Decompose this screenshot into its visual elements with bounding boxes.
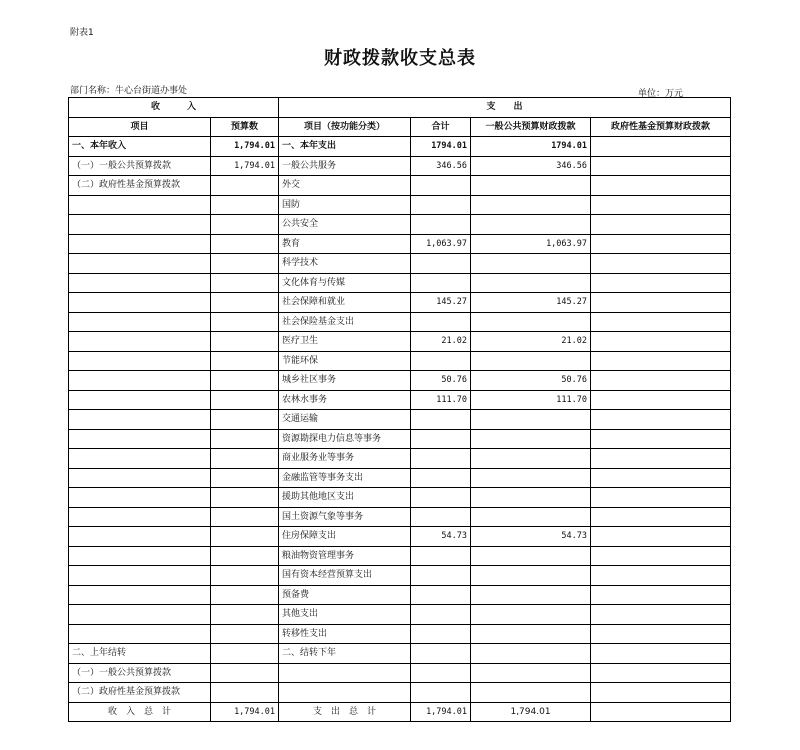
expense-general-cell: 21.02 — [471, 332, 591, 352]
expense-total-cell — [411, 410, 471, 430]
expense-item-cell — [279, 663, 411, 683]
expense-total-cell — [411, 351, 471, 371]
table-row — [69, 566, 731, 586]
expense-total-cell — [411, 254, 471, 274]
expense-item-cell: 其他支出 — [279, 605, 411, 625]
expense-fund-cell — [591, 234, 731, 254]
income-item-cell — [69, 605, 211, 625]
expense-item-cell: 城乡社区事务 — [279, 371, 411, 391]
income-amount-cell — [211, 663, 279, 683]
expense-general-cell: 346.56 — [471, 156, 591, 176]
income-amount-cell — [211, 546, 279, 566]
attachment-note: 附表1 — [70, 28, 94, 38]
col-fund: 政府性基金预算财政拨款 — [591, 117, 731, 137]
expense-item-cell: 文化体育与传媒 — [279, 273, 411, 293]
expense-fund-cell — [591, 371, 731, 391]
expense-general-cell — [471, 546, 591, 566]
expense-item-cell: 社会保障和就业 — [279, 293, 411, 313]
table-row — [69, 195, 731, 215]
income-item-cell — [69, 390, 211, 410]
expense-general-cell — [471, 254, 591, 274]
expense-item-cell: 资源勘探电力信息等事务 — [279, 429, 411, 449]
income-amount-cell — [211, 371, 279, 391]
expense-total-cell — [411, 605, 471, 625]
income-item-cell — [69, 332, 211, 352]
expense-total-cell — [411, 468, 471, 488]
expense-total-cell — [411, 566, 471, 586]
expense-item-cell: 援助其他地区支出 — [279, 488, 411, 508]
income-amount-cell — [211, 312, 279, 332]
income-amount-cell — [211, 332, 279, 352]
table-row — [69, 429, 731, 449]
income-item-cell — [69, 273, 211, 293]
expense-general-cell — [471, 585, 591, 605]
expense-item-cell: 医疗卫生 — [279, 332, 411, 352]
income-item-cell — [69, 566, 211, 586]
expense-general-cell — [471, 566, 591, 586]
expense-general-cell — [471, 605, 591, 625]
table-row — [69, 527, 731, 547]
income-item-cell: 一、本年收入 — [69, 137, 211, 157]
expense-fund-cell — [591, 566, 731, 586]
expense-item-cell: 金融监管等事务支出 — [279, 468, 411, 488]
expense-general-cell — [471, 410, 591, 430]
income-amount-cell — [211, 195, 279, 215]
income-total-amount: 1,794.01 — [211, 702, 279, 722]
expense-total-cell: 1794.01 — [411, 137, 471, 157]
expense-general-cell: 54.73 — [471, 527, 591, 547]
table-row — [69, 254, 731, 274]
income-item-cell — [69, 488, 211, 508]
expense-item-cell: 科学技术 — [279, 254, 411, 274]
expense-fund-cell — [591, 293, 731, 313]
income-amount-cell — [211, 390, 279, 410]
expense-total-amount: 1,794.01 — [411, 702, 471, 722]
col-total: 合计 — [411, 117, 471, 137]
income-item-cell: （二）政府性基金预算拨款 — [69, 176, 211, 196]
unit-label: 单位：万元 — [638, 89, 684, 99]
income-amount-cell — [211, 215, 279, 235]
expense-general-cell: 1794.01 — [471, 137, 591, 157]
budget-summary-table — [68, 97, 731, 722]
table-row — [69, 488, 731, 508]
income-amount-cell — [211, 410, 279, 430]
expense-item-cell: 一般公共服务 — [279, 156, 411, 176]
expense-total-cell: 50.76 — [411, 371, 471, 391]
income-item-cell: （二）政府性基金预算拨款 — [69, 683, 211, 703]
income-item-cell — [69, 351, 211, 371]
income-amount-cell: 1,794.01 — [211, 156, 279, 176]
income-item-cell — [69, 546, 211, 566]
expense-fund-cell — [591, 312, 731, 332]
expense-general-cell — [471, 468, 591, 488]
expense-fund-cell — [591, 663, 731, 683]
table-row — [69, 273, 731, 293]
header-row-group — [69, 98, 731, 118]
expense-item-cell: 预备费 — [279, 585, 411, 605]
income-item-cell — [69, 527, 211, 547]
expense-total-cell — [411, 488, 471, 508]
expense-general-cell — [471, 507, 591, 527]
header-row-columns — [69, 117, 731, 137]
table-row — [69, 644, 731, 664]
expense-total-cell — [411, 507, 471, 527]
expense-total-cell — [411, 215, 471, 235]
expense-item-cell: 国防 — [279, 195, 411, 215]
expense-header: 支 出 — [279, 98, 731, 118]
expense-general-cell — [471, 624, 591, 644]
expense-total-cell: 21.02 — [411, 332, 471, 352]
expense-general-total: 1,794.01 — [471, 702, 591, 722]
table-row — [69, 683, 731, 703]
income-total-label: 收 入 总 计 — [69, 702, 211, 722]
income-item-cell — [69, 254, 211, 274]
table-row — [69, 468, 731, 488]
expense-total-cell — [411, 546, 471, 566]
totals-row — [69, 702, 731, 722]
expense-fund-cell — [591, 176, 731, 196]
expense-item-cell: 农林水事务 — [279, 390, 411, 410]
expense-general-cell: 111.70 — [471, 390, 591, 410]
expense-fund-cell — [591, 468, 731, 488]
expense-fund-cell — [591, 156, 731, 176]
income-item-cell: （一）一般公共预算拨款 — [69, 156, 211, 176]
table-row — [69, 663, 731, 683]
expense-item-cell: 交通运输 — [279, 410, 411, 430]
expense-item-cell: 教育 — [279, 234, 411, 254]
table-row — [69, 176, 731, 196]
income-amount-cell — [211, 254, 279, 274]
income-item-cell — [69, 507, 211, 527]
income-amount-cell — [211, 429, 279, 449]
income-amount-cell — [211, 488, 279, 508]
table-row — [69, 293, 731, 313]
expense-total-cell: 111.70 — [411, 390, 471, 410]
income-amount-cell — [211, 566, 279, 586]
income-item-cell — [69, 234, 211, 254]
expense-total-cell: 1,063.97 — [411, 234, 471, 254]
income-item-cell — [69, 449, 211, 469]
income-item-cell — [69, 410, 211, 430]
expense-total-cell — [411, 429, 471, 449]
income-item-cell — [69, 195, 211, 215]
income-amount-cell — [211, 527, 279, 547]
expense-fund-cell — [591, 410, 731, 430]
expense-total-cell — [411, 585, 471, 605]
expense-general-cell: 1,063.97 — [471, 234, 591, 254]
expense-item-cell: 社会保险基金支出 — [279, 312, 411, 332]
expense-general-cell — [471, 312, 591, 332]
page-title: 财政拨款收支总表 — [324, 48, 476, 69]
income-item-cell — [69, 293, 211, 313]
expense-general-cell — [471, 663, 591, 683]
table-row — [69, 546, 731, 566]
expense-total-cell — [411, 624, 471, 644]
expense-general-cell: 145.27 — [471, 293, 591, 313]
expense-general-cell — [471, 215, 591, 235]
income-amount-cell — [211, 449, 279, 469]
income-amount-cell — [211, 273, 279, 293]
income-item-cell: （一）一般公共预算拨款 — [69, 663, 211, 683]
table-row — [69, 449, 731, 469]
expense-item-cell: 粮油物资管理事务 — [279, 546, 411, 566]
expense-item-cell: 国有资本经营预算支出 — [279, 566, 411, 586]
expense-item-cell: 住房保障支出 — [279, 527, 411, 547]
table-row — [69, 215, 731, 235]
expense-total-cell: 54.73 — [411, 527, 471, 547]
expense-total-cell: 346.56 — [411, 156, 471, 176]
income-amount-cell: 1,794.01 — [211, 137, 279, 157]
expense-item-cell: 外交 — [279, 176, 411, 196]
expense-general-cell — [471, 449, 591, 469]
table-row — [69, 351, 731, 371]
expense-fund-total — [591, 702, 731, 722]
table-row — [69, 605, 731, 625]
expense-total-cell — [411, 273, 471, 293]
expense-fund-cell — [591, 351, 731, 371]
expense-fund-cell — [591, 332, 731, 352]
table-row — [69, 312, 731, 332]
expense-total-cell — [411, 449, 471, 469]
expense-item-cell — [279, 683, 411, 703]
income-amount-cell — [211, 468, 279, 488]
table-row — [69, 234, 731, 254]
income-item-cell — [69, 585, 211, 605]
expense-fund-cell — [591, 605, 731, 625]
expense-item-cell: 国土资源气象等事务 — [279, 507, 411, 527]
expense-general-cell — [471, 351, 591, 371]
col-general: 一般公共预算财政拨款 — [471, 117, 591, 137]
income-amount-cell — [211, 293, 279, 313]
expense-general-cell — [471, 176, 591, 196]
table-row — [69, 371, 731, 391]
expense-item-cell: 一、本年支出 — [279, 137, 411, 157]
expense-total-cell — [411, 644, 471, 664]
income-amount-cell — [211, 507, 279, 527]
income-amount-cell — [211, 176, 279, 196]
expense-total-cell — [411, 176, 471, 196]
expense-item-cell: 二、结转下年 — [279, 644, 411, 664]
income-amount-cell — [211, 351, 279, 371]
expense-fund-cell — [591, 585, 731, 605]
expense-fund-cell — [591, 449, 731, 469]
table-row — [69, 585, 731, 605]
table-row — [69, 410, 731, 430]
expense-fund-cell — [591, 624, 731, 644]
income-item-cell — [69, 371, 211, 391]
expense-fund-cell — [591, 195, 731, 215]
expense-total-cell — [411, 663, 471, 683]
expense-item-cell: 节能环保 — [279, 351, 411, 371]
expense-item-cell: 转移性支出 — [279, 624, 411, 644]
expense-total-cell — [411, 195, 471, 215]
expense-fund-cell — [591, 527, 731, 547]
income-item-cell — [69, 215, 211, 235]
department-name: 部门名称：牛心台街道办事处 — [70, 86, 188, 96]
income-amount-cell — [211, 683, 279, 703]
expense-fund-cell — [591, 137, 731, 157]
expense-general-cell — [471, 429, 591, 449]
income-item-cell — [69, 312, 211, 332]
income-item-cell — [69, 624, 211, 644]
col-budget: 预算数 — [211, 117, 279, 137]
income-amount-cell — [211, 605, 279, 625]
table-row — [69, 137, 731, 157]
col-item: 项目 — [69, 117, 211, 137]
expense-fund-cell — [591, 429, 731, 449]
expense-fund-cell — [591, 644, 731, 664]
expense-total-cell — [411, 312, 471, 332]
expense-total-cell — [411, 683, 471, 703]
expense-fund-cell — [591, 215, 731, 235]
expense-general-cell — [471, 644, 591, 664]
income-item-cell — [69, 429, 211, 449]
table-row — [69, 507, 731, 527]
expense-item-cell: 商业服务业等事务 — [279, 449, 411, 469]
income-item-cell: 二、上年结转 — [69, 644, 211, 664]
expense-item-cell: 公共安全 — [279, 215, 411, 235]
expense-general-cell — [471, 488, 591, 508]
table-row — [69, 332, 731, 352]
expense-fund-cell — [591, 488, 731, 508]
expense-fund-cell — [591, 254, 731, 274]
expense-general-cell: 50.76 — [471, 371, 591, 391]
expense-fund-cell — [591, 683, 731, 703]
income-amount-cell — [211, 585, 279, 605]
income-amount-cell — [211, 644, 279, 664]
expense-general-cell — [471, 683, 591, 703]
table-row — [69, 390, 731, 410]
table-row — [69, 156, 731, 176]
expense-fund-cell — [591, 390, 731, 410]
expense-total-label: 支 出 总 计 — [279, 702, 411, 722]
expense-fund-cell — [591, 507, 731, 527]
income-item-cell — [69, 468, 211, 488]
expense-fund-cell — [591, 273, 731, 293]
table-row — [69, 624, 731, 644]
income-amount-cell — [211, 624, 279, 644]
expense-general-cell — [471, 273, 591, 293]
income-amount-cell — [211, 234, 279, 254]
expense-fund-cell — [591, 546, 731, 566]
col-item-func: 项目（按功能分类） — [279, 117, 411, 137]
expense-total-cell: 145.27 — [411, 293, 471, 313]
expense-general-cell — [471, 195, 591, 215]
income-header: 收 入 — [69, 98, 279, 118]
